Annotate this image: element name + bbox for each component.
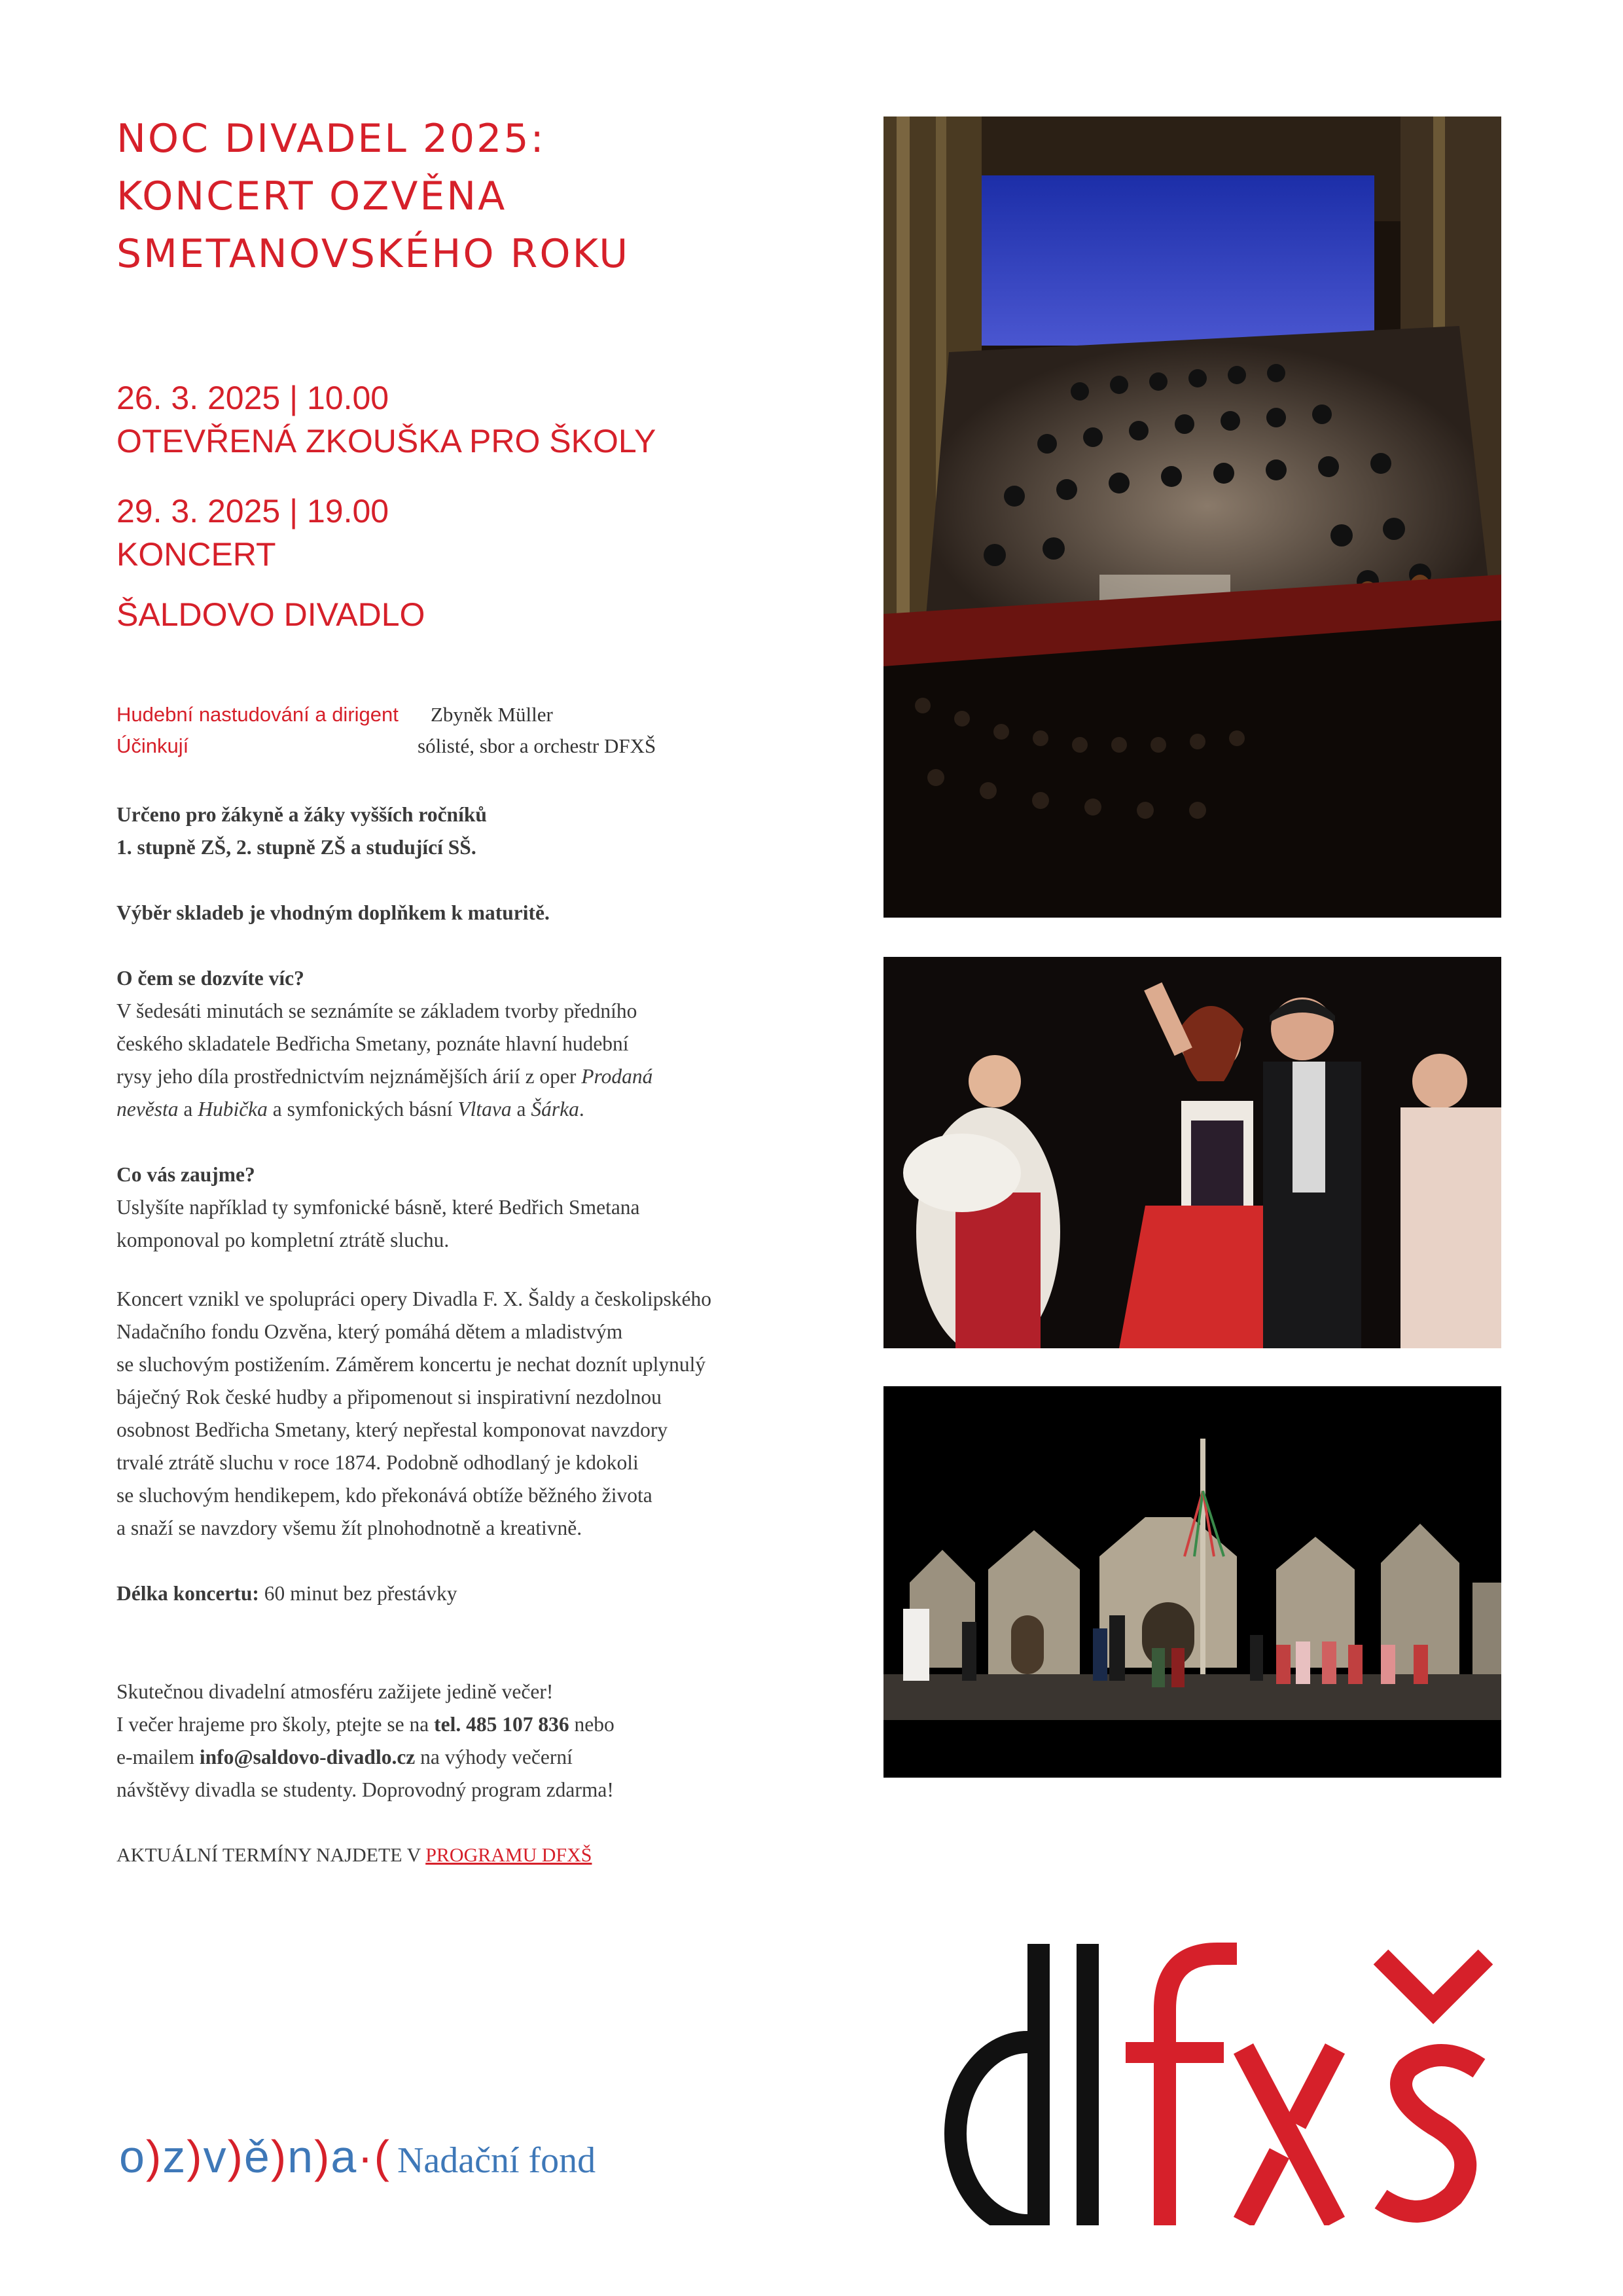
dfxs-logo-graphic	[929, 1937, 1518, 2225]
about-section	[116, 1283, 869, 1545]
program-link[interactable]: PROGRAMU DFXŠ	[425, 1844, 592, 1866]
text-span: rysy jeho díla prostřednictvím nejznámějších árií z oper	[116, 1065, 582, 1088]
ozvena-letter: z	[162, 2131, 187, 2182]
phone-number[interactable]: tel. 485 107 836	[434, 1713, 569, 1736]
about-line: a snaží se navzdory všemu žít plnohodnotně a kreativně.	[116, 1516, 582, 1539]
credit-row-performers	[116, 730, 656, 762]
credit-person: sólisté, sbor a orchestr DFXŠ	[418, 734, 656, 757]
evening-line-1: Skutečnou divadelní atmosféru zažijete jedině večer!	[116, 1680, 554, 1703]
ozvena-separator: )	[145, 2131, 163, 2182]
learn-line-2: českého skladatele Bedřicha Smetany, poznáte hlavní hudební	[116, 1032, 629, 1055]
text-span: a	[178, 1098, 198, 1121]
credit-row-conductor	[116, 699, 656, 730]
ozvena-letter: a	[330, 2131, 358, 2182]
learn-section	[116, 962, 869, 1126]
intended-line-2: 1. stupně ZŠ, 2. stupně ZŠ a studující SŠ.	[116, 836, 476, 859]
ozvena-letter: ě	[243, 2131, 271, 2182]
program-note	[116, 1839, 869, 1872]
evening-line-4: návštěvy divadla se studenty. Doprovodný program zdarma!	[116, 1778, 614, 1801]
interest-section	[116, 1158, 869, 1257]
intended-line-1: Určeno pro žákyně a žáky vyšších ročníků	[116, 803, 487, 826]
text-span: .	[579, 1098, 584, 1121]
page-title	[116, 110, 836, 283]
credit-role: Hudební nastudování a dirigent	[116, 703, 399, 726]
ozvena-separator: )	[187, 2131, 204, 2182]
about-line: trvalé ztrátě sluchu v roce 1874. Podobně odhodlaný je kdokoli	[116, 1451, 639, 1474]
text-span: nebo	[569, 1713, 615, 1736]
text-span: I večer hrajeme pro školy, ptejte se na	[116, 1713, 435, 1736]
duration-label: Délka koncertu:	[116, 1582, 259, 1605]
evening-line-2	[116, 1708, 869, 1741]
text-span: na výhody večerní	[415, 1746, 573, 1768]
ozvena-end-mark: ·(	[357, 2131, 391, 2182]
text-span: e-mailem	[116, 1746, 200, 1768]
ozvena-separator: )	[227, 2131, 244, 2182]
orchestra-photo	[883, 117, 1501, 918]
credit-person: Zbyněk Müller	[431, 703, 553, 726]
interest-heading: Co vás zaujme?	[116, 1163, 255, 1186]
ozvena-separator: )	[314, 2131, 331, 2182]
credits	[116, 699, 656, 762]
ozvena-letter: o	[119, 2131, 146, 2182]
opera-title: Hubička	[198, 1098, 268, 1121]
ozvena-fund-label: Nadační fond	[397, 2140, 596, 2181]
about-line: báječný Rok české hudby a připomenout si inspirativní nezdolnou	[116, 1386, 662, 1408]
interest-line-2: komponoval po kompletní ztrátě sluchu.	[116, 1229, 450, 1251]
about-line: Nadačního fondu Ozvěna, který pomáhá dětem a mladistvým	[116, 1320, 623, 1343]
opera-title: Prodaná	[581, 1065, 653, 1088]
learn-line-4	[116, 1093, 869, 1126]
opera-couple-illustration	[883, 957, 1501, 1348]
learn-line-3	[116, 1060, 869, 1093]
village-stage-illustration	[883, 1386, 1501, 1778]
duration-value: 60 minut bez přestávky	[259, 1582, 457, 1605]
ozvena-letter: v	[203, 2131, 228, 2182]
text-span: a symfonických básní	[267, 1098, 458, 1121]
poem-title: Vltava	[457, 1098, 512, 1121]
event-date-2: 29. 3. 2025 | 19.00	[116, 493, 389, 529]
credit-role: Účinkují	[116, 734, 189, 757]
event-date-1: 26. 3. 2025 | 10.00	[116, 380, 389, 416]
text-span: a	[511, 1098, 531, 1121]
ozvena-letter: n	[287, 2131, 315, 2182]
program-text: AKTUÁLNÍ TERMÍNY NAJDETE V	[116, 1844, 426, 1866]
about-line: se sluchovým hendikepem, kdo překonává obtíže běžného života	[116, 1484, 652, 1507]
ozvena-separator: )	[270, 2131, 288, 2182]
poem-title: Šárka	[531, 1098, 579, 1121]
learn-heading: O čem se dozvíte víc?	[116, 967, 304, 990]
dfxs-logo	[929, 1937, 1518, 2225]
interest-line-1: Uslyšíte například ty symfonické básně, které Bedřich Smetana	[116, 1196, 640, 1219]
about-line: se sluchovým postižením. Záměrem koncertu je nechat doznít uplynulý	[116, 1353, 706, 1376]
about-line: osobnost Bedřicha Smetany, který nepřestal komponovat navzdory	[116, 1418, 668, 1441]
ozvena-logo	[119, 2130, 596, 2183]
opera-village-stage-photo	[883, 1386, 1501, 1778]
orchestra-illustration	[883, 117, 1501, 918]
event-type-2: KONCERT	[116, 536, 276, 573]
event-venue: ŠALDOVO DIVADLO	[116, 596, 425, 633]
opera-couple-photo	[883, 957, 1501, 1348]
maturita-note	[116, 897, 869, 929]
evening-line-3	[116, 1741, 869, 1774]
about-line: Koncert vznikl ve spolupráci opery Divadla F. X. Šaldy a českolipského	[116, 1287, 712, 1310]
title-line-1: NOC DIVADEL 2025:	[116, 116, 546, 162]
duration	[116, 1577, 869, 1610]
title-line-2: KONCERT OZVĚNA	[116, 173, 507, 219]
evening-section	[116, 1676, 869, 1806]
learn-line-1: V šedesáti minutách se seznámíte se základem tvorby předního	[116, 999, 637, 1022]
intended-audience	[116, 798, 869, 864]
email-address[interactable]: info@saldovo-divadlo.cz	[199, 1746, 416, 1768]
maturita-text: Výběr skladeb je vhodným doplňkem k maturitě.	[116, 901, 550, 924]
opera-title: nevěsta	[116, 1098, 179, 1121]
event-type-1: OTEVŘENÁ ZKOUŠKA PRO ŠKOLY	[116, 423, 656, 459]
title-line-3: SMETANOVSKÉHO ROKU	[116, 231, 630, 277]
